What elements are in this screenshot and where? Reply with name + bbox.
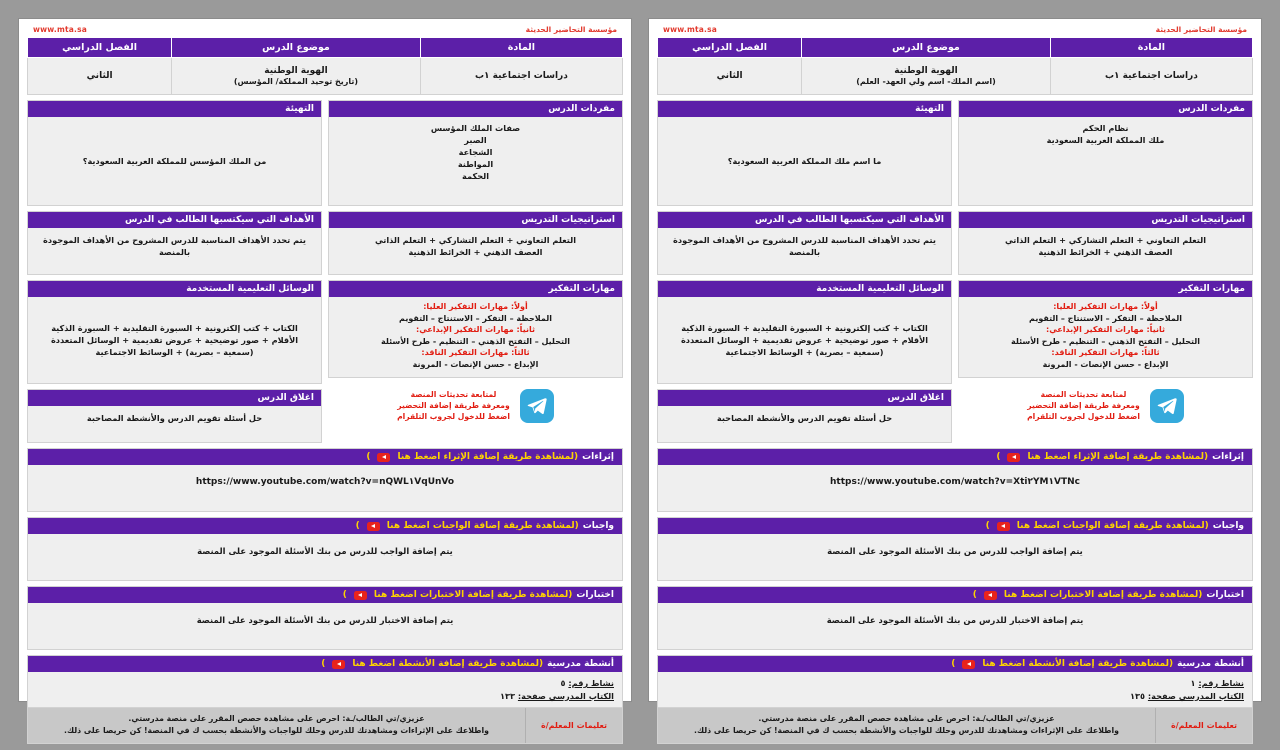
semester-value: الثاني: [28, 58, 172, 95]
card-body-closing: حل أسئلة تقويم الدرس والأنشطة المصاحبة: [28, 406, 321, 442]
section-tests: [657, 586, 1253, 650]
thinking-skill-label: أولاً: مهارات التفكير العليا:: [423, 302, 528, 311]
subject-value: دراسات اجتماعية ١ب: [420, 58, 622, 95]
website-url: www.mta.sa: [33, 25, 87, 34]
card-title-teaching-aids: الوسائل التعليمية المستخدمة: [28, 281, 321, 297]
section-paren-close-enrichment: ): [366, 452, 371, 462]
card-strategies: [958, 211, 1253, 275]
section-tests: [27, 586, 623, 650]
card-title-teaching-aids: الوسائل التعليمية المستخدمة: [658, 281, 951, 297]
teacher-instructions-line: عزيزي/تي الطالب/ـة: احرص على مشاهدة حصص المقرر على منصة مدرستي.: [758, 714, 1055, 724]
thinking-skill-value: الإبداع - حسن الإنصات - المرونة: [1042, 359, 1169, 369]
lesson-header-table: [27, 37, 623, 95]
header-value-row: [28, 58, 623, 95]
section-watch-text-homework: (لمشاهدة طريقة إضافة الواجبات اضغط هنا: [1016, 521, 1209, 531]
lesson-topic-value: [802, 58, 1051, 95]
section-label-enrichment: إثراءات: [582, 452, 614, 462]
lesson-topic-sub: (تاريخ توحيد المملكة/ المؤسس): [233, 76, 359, 86]
card-body-vocabulary: [329, 117, 622, 205]
card-thinking-skills: [958, 280, 1253, 378]
section-paren-close-homework: ): [985, 521, 990, 531]
youtube-play-triangle: [1001, 524, 1005, 528]
teacher-instructions-line: واطلاعك على الإثراءات ومشاهدتك للدرس وحلك للواجبات والأنشطة بحسب ك في المنصة! كن حريصا على ذلك.: [693, 726, 1119, 736]
youtube-play-icon: [1007, 453, 1020, 462]
card-body-objectives: يتم تحدد الأهداف المناسبة للدرس المشروح من الأهداف الموجودة بالمنصة: [28, 228, 321, 274]
card-warmup: [657, 100, 952, 206]
card-vocabulary: [328, 100, 623, 206]
two-column-area: [27, 100, 623, 443]
youtube-play-icon: [354, 591, 367, 600]
section-title-homework[interactable]: [28, 518, 622, 534]
section-label-enrichment: إثراءات: [1212, 452, 1244, 462]
column-header-semester: الفصل الدراسي: [28, 38, 172, 58]
section-title-tests[interactable]: [28, 587, 622, 603]
card-thinking-skills: [328, 280, 623, 378]
card-body-teaching-aids: الكتاب + كتب إلكترونية + السبورة التقليدية + السبورة الذكية الأقلام + صور توضيحية + عروض تقديمية + الوسائل المتعددة (سمعية – بصرية) + الوسائط الاجتماعية: [658, 297, 951, 383]
card-title-vocabulary: مفردات الدرس: [959, 101, 1252, 117]
card-title-thinking-skills: مهارات التفكير: [329, 281, 622, 297]
activity-number-row: [36, 677, 614, 690]
thinking-skill-value: الملاحظة – التفكر – الاستنتاج – التقويم: [1029, 313, 1182, 323]
homework-text: يتم إضافة الواجب للدرس من بنك الأسئلة الموجود على المنصة: [28, 534, 622, 580]
card-teaching-aids: [27, 280, 322, 384]
telegram-promo[interactable]: [958, 383, 1253, 429]
card-title-strategies: استراتيجيات التدريس: [959, 212, 1252, 228]
card-body-warmup: من الملك المؤسس للمملكة العربية السعودية؟: [28, 117, 321, 205]
column-header-subject: المادة: [420, 38, 622, 58]
youtube-play-triangle: [988, 593, 992, 597]
section-watch-text-school-activities: (لمشاهدة طريقة إضافة الأنشطة اضغط هنا: [352, 659, 544, 669]
card-vocabulary: [958, 100, 1253, 206]
activity-number-label: نشاط رقم:: [568, 678, 614, 688]
section-paren-close-school-activities: ): [951, 659, 956, 669]
telegram-icon[interactable]: [1150, 389, 1184, 423]
vocabulary-item: الشجاعة: [458, 146, 493, 157]
telegram-promo-line: اضغط للدخول لجروب التلقرام: [1027, 412, 1140, 422]
vocabulary-item: المواطنة: [457, 158, 494, 169]
section-title-school-activities[interactable]: [658, 656, 1252, 672]
teacher-instructions-label: تعليمات المعلم/ة: [525, 708, 622, 742]
card-title-warmup: التهيئة: [658, 101, 951, 117]
section-homework: [27, 517, 623, 581]
section-label-tests: اختبارات: [576, 590, 614, 600]
telegram-promo[interactable]: [328, 383, 623, 429]
card-body-strategies: التعلم التعاوني + التعلم التشاركي + التعلم الذاتي العصف الذهني + الخرائط الذهنية: [959, 228, 1252, 274]
column-left: [27, 100, 322, 443]
brand-header: [27, 23, 623, 37]
activity-meta: [658, 672, 1252, 708]
thinking-skill-label: ثانياً: مهارات التفكير الإبداعي:: [416, 325, 535, 335]
textbook-page-value: ١٣٥: [1130, 690, 1148, 701]
lesson-topic-sub: (اسم الملك- اسم ولي العهد- العلم): [856, 76, 996, 86]
card-objectives: [657, 211, 952, 275]
section-label-tests: اختبارات: [1206, 590, 1244, 600]
column-header-subject: المادة: [1050, 38, 1252, 58]
section-school-activities: [27, 655, 623, 744]
lesson-plan-page-left: [18, 18, 632, 736]
activity-meta: [28, 672, 622, 708]
bottom-spacer: [27, 744, 623, 750]
section-paren-close-homework: ): [355, 521, 360, 531]
section-title-school-activities[interactable]: [28, 656, 622, 672]
semester-value: الثاني: [658, 58, 802, 95]
vocabulary-list: [336, 123, 615, 182]
thinking-skill-value: الإبداع - حسن الإنصات - المرونة: [412, 359, 539, 369]
card-body-teaching-aids: الكتاب + كتب إلكترونية + السبورة التقليدية + السبورة الذكية الأقلام + صور توضيحية + عروض تقديمية + الوسائل المتعددة (سمعية – بصرية) + الوسائط الاجتماعية: [28, 297, 321, 383]
section-title-enrichment[interactable]: [28, 449, 622, 465]
header-row: [658, 38, 1253, 58]
card-warmup: [27, 100, 322, 206]
section-title-enrichment[interactable]: [658, 449, 1252, 465]
card-closing: [657, 389, 952, 443]
enrichment-url: https://www.youtube.com/watch?v=nQWL١VqUnVo: [28, 465, 622, 511]
section-label-homework: واجبات: [582, 521, 614, 531]
thinking-skill-label: ثالثاً: مهارات التفكير الناقد:: [421, 348, 530, 358]
lesson-topic-value: [172, 58, 421, 95]
youtube-play-triangle: [337, 662, 341, 666]
teacher-instructions-label: تعليمات المعلم/ة: [1155, 708, 1252, 742]
youtube-play-icon: [984, 591, 997, 600]
telegram-promo-text: [1027, 389, 1140, 423]
section-watch-text-enrichment: (لمشاهدة طريقة إضافة الإثراء اضغط هنا: [1027, 452, 1209, 462]
column-left: [657, 100, 952, 443]
organization-name: مؤسسة التحاضير الحديثة: [525, 25, 617, 34]
column-right: [958, 100, 1253, 443]
telegram-promo-line: لمتابعة تحديثات المنصة: [410, 389, 497, 399]
section-school-activities: [657, 655, 1253, 744]
section-label-homework: واجبات: [1212, 521, 1244, 531]
card-title-strategies: استراتيجيات التدريس: [329, 212, 622, 228]
youtube-play-triangle: [1012, 455, 1016, 459]
youtube-play-icon: [377, 453, 390, 462]
teacher-instructions-line: عزيزي/تي الطالب/ـة: احرص على مشاهدة حصص المقرر على منصة مدرستي.: [128, 714, 425, 724]
vocabulary-item: نظام الحكم: [1082, 123, 1129, 133]
vocabulary-item: صفات الملك المؤسس: [430, 123, 521, 133]
telegram-promo-line: ومعرفة طريقة إضافة التحضير: [1027, 400, 1140, 410]
teacher-instructions-row: [658, 708, 1252, 742]
section-label-school-activities: أنشطة مدرسية: [547, 659, 614, 669]
organization-name: مؤسسة التحاضير الحديثة: [1155, 25, 1247, 34]
header-value-row: [658, 58, 1253, 95]
card-teaching-aids: [657, 280, 952, 384]
subject-value: دراسات اجتماعية ١ب: [1050, 58, 1252, 95]
section-title-tests[interactable]: [658, 587, 1252, 603]
card-closing: [27, 389, 322, 443]
card-title-thinking-skills: مهارات التفكير: [959, 281, 1252, 297]
thinking-skill-label: أولاً: مهارات التفكير العليا:: [1053, 302, 1158, 311]
textbook-page-label: الكتاب المدرسي صفحة:: [1147, 690, 1244, 701]
card-title-vocabulary: مفردات الدرس: [329, 101, 622, 117]
thinking-skill-value: الملاحظة – التفكر – الاستنتاج – التقويم: [399, 313, 552, 323]
page-content: [19, 19, 631, 750]
thinking-skill-label: ثانياً: مهارات التفكير الإبداعي:: [1046, 325, 1165, 335]
telegram-promo-line: اضغط للدخول لجروب التلقرام: [397, 412, 510, 422]
card-body-thinking-skills: [329, 297, 622, 377]
telegram-icon[interactable]: [520, 389, 554, 423]
card-title-objectives: الأهداف التي سيكتسبها الطالب في الدرس: [658, 212, 951, 228]
activity-number-row: [666, 677, 1244, 690]
youtube-play-icon: [962, 660, 975, 669]
card-body-vocabulary: [959, 117, 1252, 205]
youtube-play-icon: [997, 522, 1010, 531]
card-body-thinking-skills: [959, 297, 1252, 377]
lesson-topic-main: الهوية الوطنية: [894, 65, 958, 76]
vocabulary-item: الحكمة: [462, 170, 489, 181]
bottom-spacer: [657, 744, 1253, 750]
teacher-instructions-line: واطلاعك على الإثراءات ومشاهدتك للدرس وحلك للواجبات والأنشطة بحسب ك في المنصة! كن حريصا على ذلك.: [63, 726, 489, 736]
telegram-promo-text: [397, 389, 510, 423]
activity-number-label: نشاط رقم:: [1198, 678, 1244, 688]
youtube-play-triangle: [967, 662, 971, 666]
teacher-instructions-text: [28, 708, 525, 742]
thinking-skill-label: ثالثاً: مهارات التفكير الناقد:: [1051, 348, 1160, 358]
tests-text: يتم إضافة الاختبار للدرس من بنك الأسئلة الموجود على المنصة: [28, 603, 622, 649]
section-watch-text-school-activities: (لمشاهدة طريقة إضافة الأنشطة اضغط هنا: [982, 659, 1174, 669]
telegram-promo-line: ومعرفة طريقة إضافة التحضير: [397, 400, 510, 410]
lesson-plan-page-right: [648, 18, 1262, 736]
vocabulary-list: [966, 123, 1245, 147]
section-title-homework[interactable]: [658, 518, 1252, 534]
teacher-instructions-row: [28, 708, 622, 742]
card-body-closing: حل أسئلة تقويم الدرس والأنشطة المصاحبة: [658, 406, 951, 442]
card-title-closing: اغلاق الدرس: [658, 390, 951, 406]
section-enrichment: [657, 448, 1253, 512]
section-homework: [657, 517, 1253, 581]
section-watch-text-homework: (لمشاهدة طريقة إضافة الواجبات اضغط هنا: [386, 521, 579, 531]
textbook-page-row: [36, 690, 614, 703]
youtube-play-triangle: [358, 593, 362, 597]
two-column-area: [657, 100, 1253, 443]
enrichment-url: https://www.youtube.com/watch?v=Xti٢YM١VTNc: [658, 465, 1252, 511]
section-paren-close-school-activities: ): [321, 659, 326, 669]
youtube-play-icon: [367, 522, 380, 531]
website-url: www.mta.sa: [663, 25, 717, 34]
textbook-page-row: [666, 690, 1244, 703]
card-objectives: [27, 211, 322, 275]
column-header-lesson-topic: موضوع الدرس: [802, 38, 1051, 58]
tests-text: يتم إضافة الاختبار للدرس من بنك الأسئلة الموجود على المنصة: [658, 603, 1252, 649]
card-body-strategies: التعلم التعاوني + التعلم التشاركي + التعلم الذاتي العصف الذهني + الخرائط الذهنية: [329, 228, 622, 274]
column-right: [328, 100, 623, 443]
thinking-skill-value: التحليل – التفتح الذهني – التنظيم - طرح الأسئلة: [1011, 336, 1200, 346]
column-header-lesson-topic: موضوع الدرس: [172, 38, 421, 58]
card-body-objectives: يتم تحدد الأهداف المناسبة للدرس المشروح من الأهداف الموجودة بالمنصة: [658, 228, 951, 274]
activity-number-value: ٥: [560, 678, 569, 688]
vocabulary-item: ملك المملكة العربية السعودية: [1046, 134, 1165, 145]
card-strategies: [328, 211, 623, 275]
page-content: [649, 19, 1261, 750]
header-row: [28, 38, 623, 58]
lesson-topic-main: الهوية الوطنية: [264, 65, 328, 76]
textbook-page-value: ١٣٣: [500, 690, 518, 701]
homework-text: يتم إضافة الواجب للدرس من بنك الأسئلة الموجود على المنصة: [658, 534, 1252, 580]
section-enrichment: [27, 448, 623, 512]
lesson-header-table: [657, 37, 1253, 95]
section-watch-text-enrichment: (لمشاهدة طريقة إضافة الإثراء اضغط هنا: [397, 452, 579, 462]
section-watch-text-tests: (لمشاهدة طريقة إضافة الاختبارات اضغط هنا: [1003, 590, 1203, 600]
section-label-school-activities: أنشطة مدرسية: [1177, 659, 1244, 669]
textbook-page-label: الكتاب المدرسي صفحة:: [517, 690, 614, 701]
thinking-skill-value: التحليل – التفتح الذهني – التنظيم - طرح الأسئلة: [381, 336, 570, 346]
telegram-promo-line: لمتابعة تحديثات المنصة: [1040, 389, 1127, 399]
card-title-closing: اغلاق الدرس: [28, 390, 321, 406]
youtube-play-icon: [332, 660, 345, 669]
card-title-warmup: التهيئة: [28, 101, 321, 117]
section-paren-close-tests: ): [972, 590, 977, 600]
activity-number-value: ١: [1190, 678, 1199, 688]
section-paren-close-tests: ): [342, 590, 347, 600]
youtube-play-triangle: [371, 524, 375, 528]
section-paren-close-enrichment: ): [996, 452, 1001, 462]
vocabulary-item: الصبر: [464, 134, 487, 145]
card-body-warmup: ما اسم ملك المملكة العربية السعودية؟: [658, 117, 951, 205]
brand-header: [657, 23, 1253, 37]
column-header-semester: الفصل الدراسي: [658, 38, 802, 58]
card-title-objectives: الأهداف التي سيكتسبها الطالب في الدرس: [28, 212, 321, 228]
section-watch-text-tests: (لمشاهدة طريقة إضافة الاختبارات اضغط هنا: [373, 590, 573, 600]
teacher-instructions-text: [658, 708, 1155, 742]
youtube-play-triangle: [382, 455, 386, 459]
